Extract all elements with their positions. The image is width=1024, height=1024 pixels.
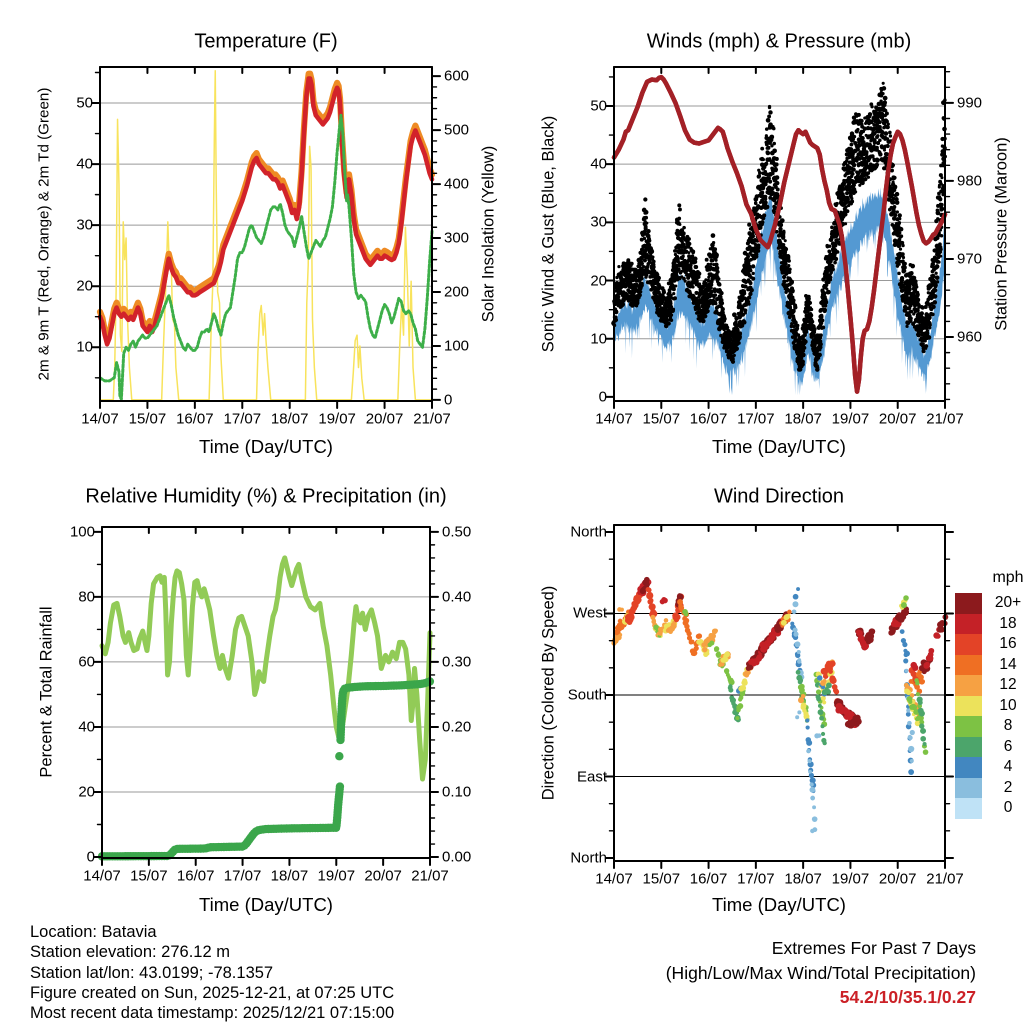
y-tick-label: 10 xyxy=(590,330,607,348)
x-tick-label: 17/07 xyxy=(737,410,775,428)
y-tick-label: 970 xyxy=(957,250,983,268)
x-tick-label: 21/07 xyxy=(413,410,451,428)
y-tick-label: 40 xyxy=(76,155,93,173)
x-tick-label: 18/07 xyxy=(270,410,309,428)
x-tick-label: 16/07 xyxy=(176,867,215,885)
colorbar-label-14: 14 xyxy=(999,655,1017,673)
chart-title-wind-direction: Wind Direction xyxy=(713,485,845,508)
xlabel-temperature: Time (Day/UTC) xyxy=(199,436,333,457)
y-tick-label: South xyxy=(567,686,607,704)
x-tick-label: 14/07 xyxy=(595,410,633,428)
y-tick-label: 100 xyxy=(444,337,470,355)
y-tick-label: 0.10 xyxy=(442,783,472,801)
x-tick-label: 18/07 xyxy=(784,870,822,888)
y-tick-label: 400 xyxy=(444,175,470,193)
y-tick-label: 200 xyxy=(444,283,470,301)
y-tick-label: 500 xyxy=(444,121,470,139)
colorbar-swatch-10 xyxy=(955,696,982,717)
x-tick-label: 21/07 xyxy=(926,410,964,428)
y-tick-label: 0 xyxy=(86,848,95,866)
x-tick-label: 14/07 xyxy=(81,410,119,428)
ylabel-temperature-left: 2m & 9m T (Red, Orange) & 2m Td (Green) xyxy=(35,87,53,381)
colorbar-swatch-2 xyxy=(955,778,982,799)
x-tick-label: 20/07 xyxy=(878,870,917,888)
recent-data-timestamp: Most recent data timestamp: 2025/12/21 07:15:00 xyxy=(30,1004,395,1023)
colorbar-label-12: 12 xyxy=(999,676,1017,694)
chart-title-winds-pressure: Winds (mph) & Pressure (mb) xyxy=(646,30,912,53)
x-tick-label: 19/07 xyxy=(831,870,870,888)
extremes-title: Extremes For Past 7 Days xyxy=(771,938,976,958)
y-tick-label: 600 xyxy=(444,67,470,85)
xlabel-wind-direction: Time (Day/UTC) xyxy=(712,894,846,915)
colorbar-label-18: 18 xyxy=(999,614,1017,632)
y-tick-label: 0.40 xyxy=(442,588,472,606)
x-tick-label: 18/07 xyxy=(270,867,309,885)
y-tick-label: 20 xyxy=(590,272,607,290)
x-tick-label: 21/07 xyxy=(411,867,449,885)
colorbar-label-4: 4 xyxy=(1003,758,1013,776)
figure-created-line: Figure created on Sun, 2025-12-21, at 07:25 UTC xyxy=(30,983,395,1002)
x-tick-label: 16/07 xyxy=(689,870,728,888)
y-tick-label: 50 xyxy=(590,97,607,115)
x-tick-label: 20/07 xyxy=(878,410,917,428)
x-tick-label: 14/07 xyxy=(595,870,633,888)
ylabel-station-pressure: Station Pressure (Maroon) xyxy=(992,137,1011,331)
y-tick-label: 980 xyxy=(957,172,983,190)
station-info-block xyxy=(30,922,394,1023)
colorbar-swatch-0 xyxy=(955,798,982,819)
ylabel-sonic-wind-gust: Sonic Wind & Gust (Blue, Black) xyxy=(539,115,558,353)
y-tick-label: West xyxy=(573,604,607,622)
colorbar-swatch-20+ xyxy=(955,593,982,614)
y-tick-label: 10 xyxy=(76,338,93,356)
chart-title-temperature: Temperature (F) xyxy=(194,30,338,53)
x-tick-label: 21/07 xyxy=(926,870,964,888)
y-tick-label: 0 xyxy=(598,388,607,406)
colorbar-swatch-16 xyxy=(955,634,982,655)
colorbar-swatch-6 xyxy=(955,737,982,758)
colorbar-label-20+: 20+ xyxy=(994,594,1022,612)
y-tick-label: 0.00 xyxy=(442,848,472,866)
colorbar-swatch-12 xyxy=(955,675,982,696)
y-tick-label: 20 xyxy=(78,783,95,801)
extremes-values: 54.2/10/35.1/0.27 xyxy=(839,987,976,1007)
chart-title-humidity-precip: Relative Humidity (%) & Precipitation (in) xyxy=(85,485,447,508)
y-tick-label: North xyxy=(570,523,607,541)
y-tick-label: 80 xyxy=(78,588,95,606)
y-tick-label: 50 xyxy=(76,94,93,112)
y-tick-label: 100 xyxy=(69,523,95,541)
y-tick-label: 40 xyxy=(78,718,95,736)
ylabel-solar-insolation: Solar Insolation (Yellow) xyxy=(479,145,498,323)
x-tick-label: 18/07 xyxy=(784,410,822,428)
y-tick-label: 60 xyxy=(78,653,95,671)
station-location: Location: Batavia xyxy=(30,923,157,941)
y-tick-label: 40 xyxy=(590,155,607,173)
x-tick-label: 16/07 xyxy=(689,410,728,428)
colorbar-label-0: 0 xyxy=(1003,799,1013,817)
colorbar-label-16: 16 xyxy=(999,635,1017,653)
y-tick-label: North xyxy=(570,849,607,867)
x-tick-label: 15/07 xyxy=(130,867,168,885)
colorbar-label-8: 8 xyxy=(1003,717,1013,735)
y-tick-label: 990 xyxy=(957,94,983,112)
y-tick-label: 0.30 xyxy=(442,653,472,671)
ylabel-direction: Direction (Colored By Speed) xyxy=(539,585,558,801)
y-tick-label: 0 xyxy=(444,391,453,409)
y-tick-label: 20 xyxy=(76,277,93,295)
colorbar-swatch-18 xyxy=(955,614,982,635)
y-tick-label: 960 xyxy=(957,328,983,346)
x-tick-label: 15/07 xyxy=(128,410,167,428)
station-elevation: Station elevation: 276.12 m xyxy=(30,943,230,962)
x-tick-label: 17/07 xyxy=(223,410,262,428)
colorbar-swatch-14 xyxy=(955,655,982,676)
x-tick-label: 19/07 xyxy=(318,410,356,428)
colorbar-label-6: 6 xyxy=(1003,737,1013,755)
colorbar-label-2: 2 xyxy=(1003,778,1013,796)
colorbar-title-mph: mph xyxy=(992,569,1024,586)
x-tick-label: 17/07 xyxy=(737,870,775,888)
station-latlon: Station lat/lon: 43.0199; -78.1357 xyxy=(30,963,274,982)
extremes-subtitle: (High/Low/Max Wind/Total Precipitation) xyxy=(665,962,976,983)
y-tick-label: 0.50 xyxy=(442,523,472,541)
x-tick-label: 20/07 xyxy=(364,867,402,885)
y-tick-label: East xyxy=(576,768,607,785)
colorbar-swatch-8 xyxy=(955,716,982,737)
x-tick-label: 15/07 xyxy=(642,870,681,888)
x-tick-label: 20/07 xyxy=(365,410,404,428)
y-tick-label: 300 xyxy=(444,229,470,247)
ylabel-percent-rainfall: Percent & Total Rainfall xyxy=(37,606,56,778)
x-tick-label: 19/07 xyxy=(831,410,870,428)
y-tick-label: 30 xyxy=(590,213,607,231)
x-tick-label: 19/07 xyxy=(317,867,356,885)
x-tick-label: 15/07 xyxy=(642,410,681,428)
y-tick-label: 0.20 xyxy=(442,718,472,736)
y-tick-label: 30 xyxy=(76,216,93,234)
x-tick-label: 16/07 xyxy=(176,410,214,428)
xlabel-winds-pressure: Time (Day/UTC) xyxy=(712,436,846,457)
colorbar-label-10: 10 xyxy=(999,696,1017,714)
x-tick-label: 14/07 xyxy=(83,867,121,885)
colorbar-swatch-4 xyxy=(955,757,982,778)
extremes-block xyxy=(666,936,976,1010)
x-tick-label: 17/07 xyxy=(223,867,262,885)
xlabel-humidity: Time (Day/UTC) xyxy=(199,894,333,915)
